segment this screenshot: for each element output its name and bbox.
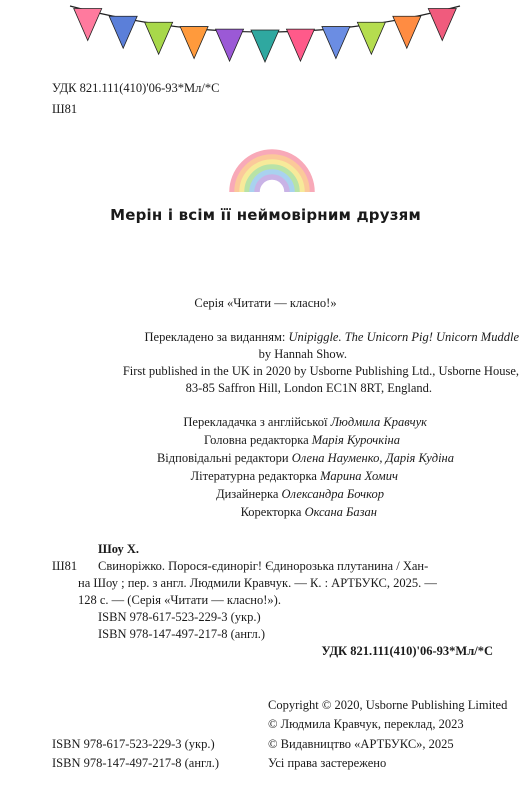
- catalog-isbn-ukr: ISBN 978-617-523-229-3 (укр.): [98, 610, 261, 624]
- translated-from-prefix: Перекладено за виданням:: [144, 330, 289, 344]
- rainbow-arc: [257, 177, 287, 192]
- publisher-address: 83-85 Saffron Hill, London EC1N 8RT, England.: [185, 381, 432, 395]
- series-line: Серія «Читати — класно!»: [194, 296, 337, 310]
- credit-literary-editor: Літературна редакторка Марина Хомич: [190, 469, 398, 483]
- bunting-flag: [109, 16, 137, 48]
- top-catalog-code: Ш81: [52, 102, 78, 116]
- dedication: Мерін і всім її неймовірним друзям: [110, 206, 421, 224]
- copyright-line-3: © Видавництво «АРТБУКС», 2025: [268, 737, 454, 751]
- bunting-flag: [322, 27, 350, 59]
- top-udc-code: УДК 821.111(410)'06-93*Мл/*С: [52, 81, 220, 95]
- bunting-flag: [286, 29, 314, 61]
- catalog-line-1: Свиноріжко. Порося-єдиноріг! Єдинорозька плутанина / Хан-: [98, 559, 429, 573]
- copyright-line-2: © Людмила Кравчук, переклад, 2023: [268, 717, 464, 731]
- copyright-line-1: Copyright © 2020, Usborne Publishing Limited: [268, 698, 508, 712]
- bunting-flag: [145, 22, 173, 54]
- catalog-isbn-eng: ISBN 978-147-497-217-8 (англ.): [98, 627, 266, 641]
- bottom-isbn-eng: ISBN 978-147-497-217-8 (англ.): [52, 756, 220, 770]
- bunting-flag: [357, 22, 385, 54]
- translated-from-line: [145, 329, 519, 346]
- catalog-line-2: на Шоу ; пер. з англ. Людмили Кравчук. — К. : АРТБУКС, 2025. —: [78, 576, 437, 590]
- credit-responsible-editors: Відповідальні редактори Олена Науменко, Дарія Кудіна: [156, 451, 454, 465]
- original-title: Unipiggle. The Unicorn Pig! Unicorn Muddle: [288, 330, 519, 344]
- catalog-line-3: 128 с. — (Серія «Читати — класно!»).: [78, 593, 281, 607]
- first-published-line: First published in the UK in 2020 by Usborne Publishing Ltd., Usborne House,: [122, 364, 519, 378]
- bottom-isbn-ukr: ISBN 978-617-523-229-3 (укр.): [52, 737, 215, 751]
- bunting-flag: [251, 30, 279, 62]
- credit-translator: Перекладачка з англійської Людмила Кравчук: [183, 415, 427, 429]
- credit-designer: Дизайнерка Олександра Бочкор: [216, 487, 384, 501]
- bunting-garland: [0, 0, 531, 80]
- bunting-flag: [180, 27, 208, 59]
- catalog-author-heading: Шоу Х.: [98, 542, 140, 556]
- rainbow-icon: [227, 138, 317, 194]
- bunting-flag: [428, 9, 456, 41]
- credit-proofreader: Коректорка Оксана Базан: [240, 505, 377, 519]
- catalog-code: Ш81: [52, 559, 78, 573]
- bunting-flag: [393, 16, 421, 48]
- bunting-flag: [216, 29, 244, 61]
- credit-chief-editor: Головна редакторка Марія Курочкіна: [204, 433, 400, 447]
- original-author: by Hannah Show.: [258, 347, 347, 361]
- catalog-udc: УДК 821.111(410)'06-93*Мл/*С: [321, 644, 493, 658]
- rights-reserved: Усі права застережено: [268, 756, 387, 770]
- bunting-flag: [74, 9, 102, 41]
